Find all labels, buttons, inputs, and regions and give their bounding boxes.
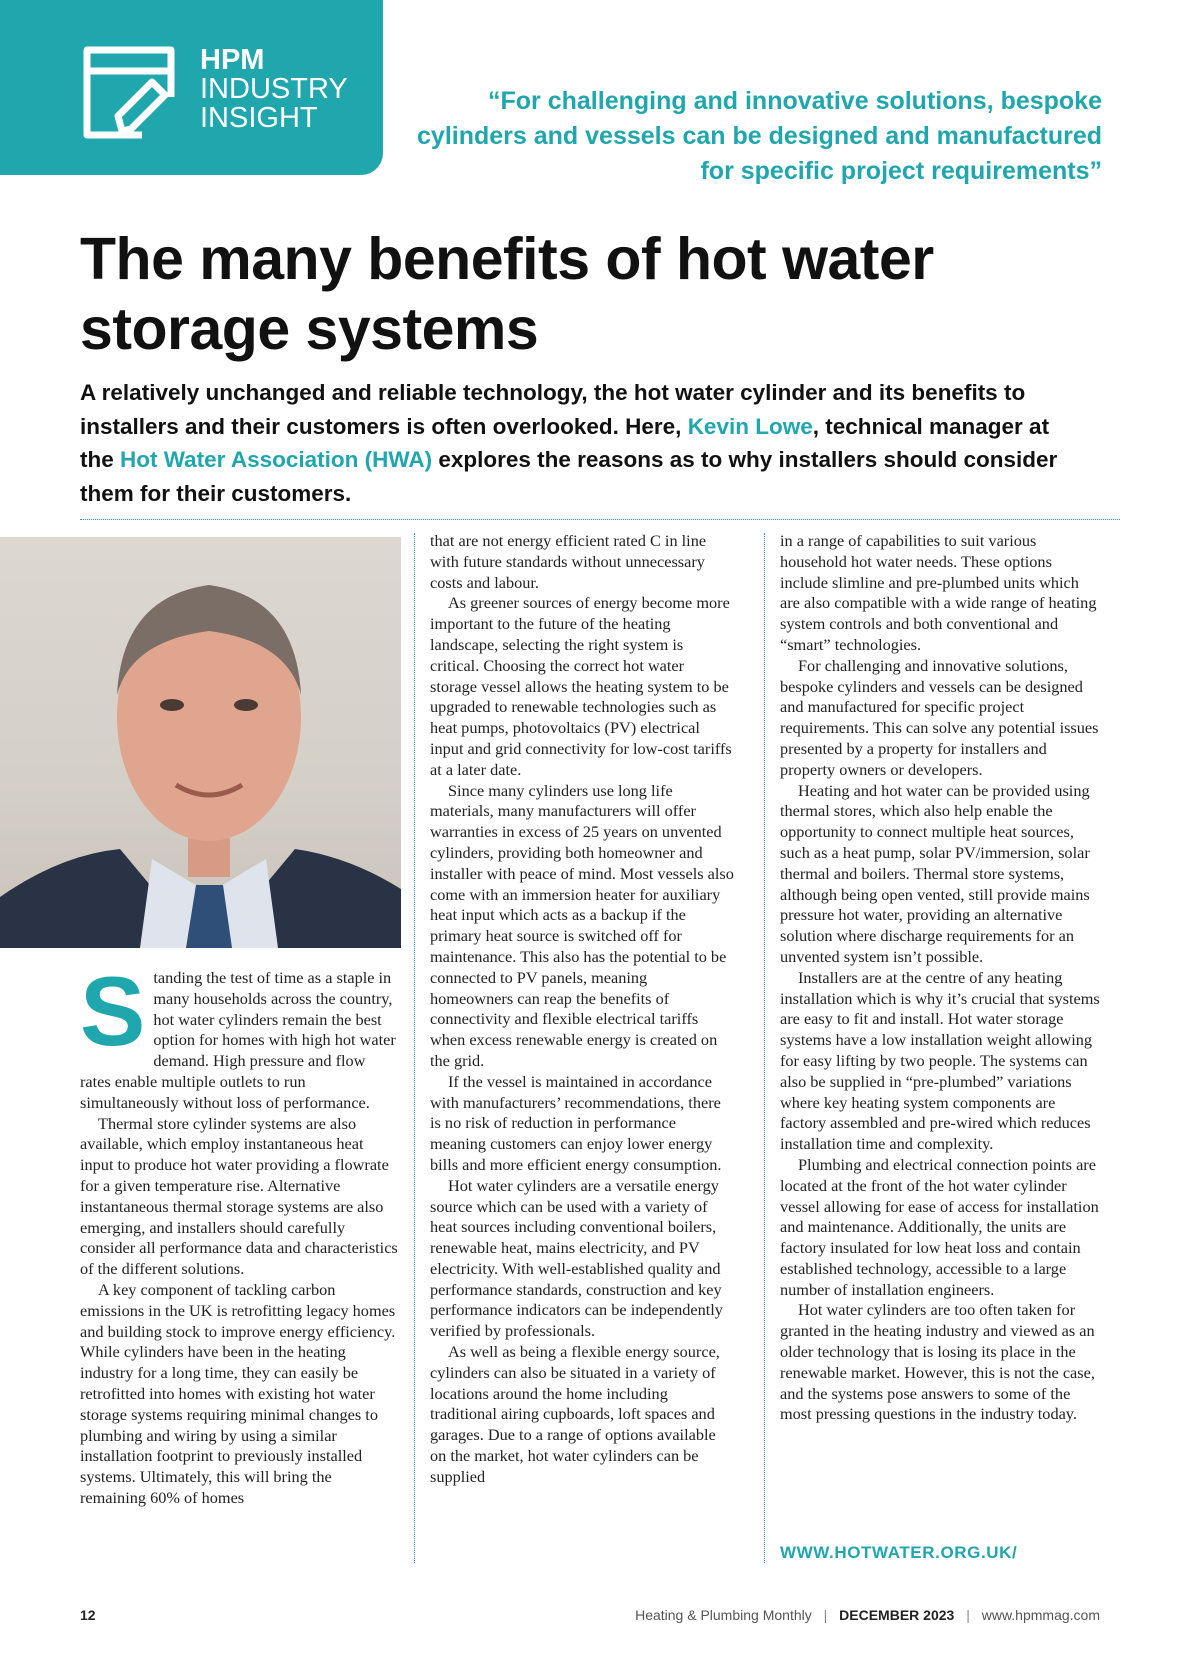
- pull-quote-line: cylinders and vessels can be designed and manufactured: [417, 122, 1102, 150]
- article-paragraph: For challenging and innovative solutions, bespoke cylinders and vessels can be designed and manufactured for specific project requirements. This can solve any potential issues presented by a property for installers and property owners or developers.: [780, 655, 1099, 779]
- author-name: Kevin Lowe: [687, 413, 813, 439]
- article-paragraph: Installers are at the centre of any heating installation which is why it’s crucial that systems are easy to fit and install. Hot water storage systems have a low installation weight allowing for easy lifting by two people. The systems can also be supplied in “pre-plumbed” variations where key heating system components are factory assembled and pre-wired which reduces installation time and complexity.: [780, 967, 1100, 1154]
- author-photo: [0, 537, 401, 948]
- publication-name: Heating & Plumbing Monthly: [635, 1607, 812, 1623]
- article-paragraph: in a range of capabilities to suit various household hot water needs. These options include slimline and pre-plumbed units which are also compatible with a wide range of heating system controls and both conventional and “smart” technologies.: [780, 531, 1097, 654]
- footer-credits: [635, 1607, 1100, 1623]
- standfirst-text: A relatively unchanged and reliable technology, the hot water cylinder and its benefits to installers and their customers is often overlooked. Here,: [80, 380, 1026, 439]
- pull-quote-line: “For challenging and innovative solutions, bespoke: [488, 87, 1102, 115]
- article-headline: [80, 224, 1120, 364]
- article-paragraph: Hot water cylinders are a versatile energy source which can be used with a variety of heat sources including conventional boilers, renewable heat, mains electricity, and PV electricity. With well-established quality and performance standards, construction and key performance indicators can be independently verified by professionals.: [430, 1175, 723, 1341]
- article-column-1: [80, 956, 398, 1509]
- brand-industry: INDUSTRY: [200, 73, 348, 105]
- footer-separator: |: [966, 1607, 970, 1623]
- divider-rule: [80, 519, 1120, 520]
- article-paragraph: Plumbing and electrical connection points are located at the front of the hot water cylinder vessel allowing for ease of access for installation and maintenance. Additionally, the units are factory insulated for low heat loss and contain established technology, accessible to a large number of installation engineers.: [780, 1154, 1099, 1299]
- article-standfirst: [80, 376, 1080, 510]
- column-divider: [764, 533, 765, 1563]
- column-divider: [414, 533, 415, 1563]
- website-link[interactable]: WWW.HOTWATER.ORG.UK/: [780, 1543, 1018, 1562]
- article-column-2: [430, 531, 734, 1488]
- standfirst-text: explores the reasons as to why installers should consider them for their customers.: [80, 447, 1058, 506]
- article-paragraph: Since many cylinders use long life materials, many manufacturers will offer warranties in excess of 25 years on unvented cylinders, providing both homeowner and installer with peace of mind. Most vessels also come with an immersion heater for auxiliary heat input which acts as a backup if the primary heat source is switched off for maintenance. This also has the potential to be connected to PV panels, meaning homeowners can reap the benefits of connectivity and flexible electrical tariffs when excess renewable energy is created on the grid.: [430, 780, 734, 1070]
- header-banner: [0, 0, 383, 175]
- article-paragraph: As greener sources of energy become more important to the future of the heating landscape, selecting the right system is critical. Choosing the correct hot water storage vessel allows the heating system to be upgraded to renewable technologies such as heat pumps, photovoltaics (PV) electrical input and grid connectivity for low-cost tariffs at a later date.: [430, 593, 732, 779]
- article-paragraph: Heating and hot water can be provided using thermal stores, which also help enable the opportunity to connect multiple heat sources, such as a heat pump, solar PV/immersion, solar thermal and boilers. Thermal store systems, although being open vented, still provide mains pressure hot water, providing an alternative solution where discharge requirements for an unvented system isn’t possible.: [780, 780, 1090, 966]
- headline-line: The many benefits of hot water: [80, 226, 934, 292]
- drop-cap: S: [80, 956, 146, 1066]
- page-number: 12: [80, 1607, 96, 1623]
- pull-quote: [402, 84, 1102, 189]
- article-paragraph: As well as being a flexible energy source, cylinders can also be situated in a variety of locations around the home including traditional airing cupboards, loft spaces and garages. Due to a range of options available on the market, hot water cylinders can be supplied: [430, 1342, 720, 1486]
- brand-label: [200, 46, 348, 133]
- organization-name: Hot Water Association (HWA): [120, 447, 433, 472]
- article-paragraph: tanding the test of time as a staple in many households across the country, hot water cylinders remain the best option for homes with high hot water demand. High pressure and flow rates enable multiple outlets to run simultaneously without loss of performance.: [80, 968, 396, 1112]
- article-paragraph: Thermal store cylinder systems are also available, which employ instantaneous heat input to produce hot water providing a flowrate for a given temperature rise. Alternative instantaneous thermal storage systems are also emerging, and installers should carefully consider all performance data and characteristics of the different solutions.: [80, 1113, 398, 1279]
- article-paragraph: that are not energy efficient rated C in line with future standards without unnecessary costs and labour.: [430, 531, 707, 592]
- footer-website[interactable]: www.hpmmag.com: [981, 1607, 1100, 1623]
- brand-insight: INSIGHT: [200, 102, 318, 134]
- article-paragraph: Hot water cylinders are too often taken for granted in the heating industry and viewed as an older technology that is losing its place in the renewable market. However, this is not the case, and the systems pose answers to some of the most pressing questions in the industry today.: [780, 1300, 1095, 1424]
- footer-separator: |: [823, 1607, 828, 1623]
- article-paragraph: A key component of tackling carbon emissions in the UK is retrofitting legacy homes and building stock to improve energy efficiency. While cylinders have been in the heating industry for a long time, they can easily be retrofitted into homes with existing hot water storage systems requiring minimal changes to plumbing and wiring by using a similar installation footprint to previously installed systems. Ultimately, this will bring the remaining 60% of homes: [80, 1279, 396, 1507]
- pull-quote-line: for specific project requirements”: [700, 157, 1102, 185]
- article-column-3: [780, 531, 1102, 1425]
- issue-date: DECEMBER 2023: [839, 1607, 955, 1623]
- author-portrait-illustration: [0, 537, 401, 948]
- document-pencil-icon: [82, 45, 176, 139]
- standfirst-text: , technical manager at the: [80, 413, 1050, 472]
- article-paragraph: If the vessel is maintained in accordance with manufacturers’ recommendations, there is no risk of reduction in performance meaning customers can enjoy lower energy bills and more efficient energy consumption.: [430, 1071, 722, 1174]
- brand-hpm: HPM: [200, 44, 265, 76]
- headline-line: storage systems: [80, 296, 539, 362]
